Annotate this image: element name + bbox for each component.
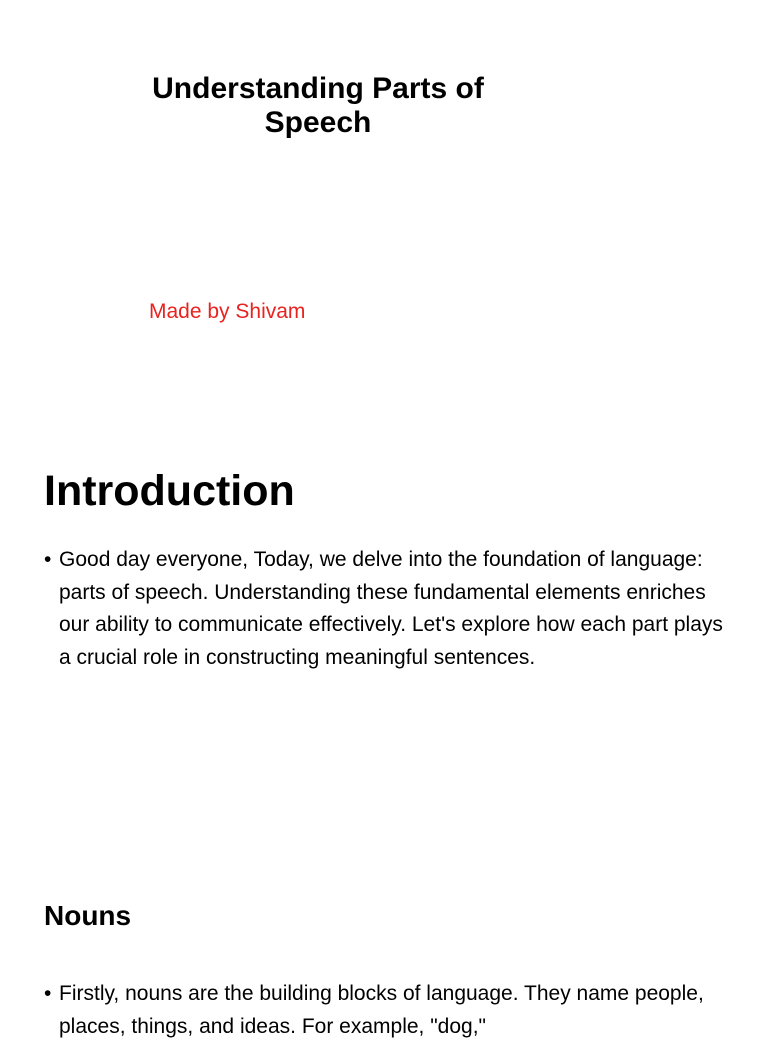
bullet-icon: • [44, 982, 52, 1005]
bullet-text: Good day everyone, Today, we delve into the foundation of language: parts of speech. Understanding these fundamental elements enriches our ability to communicate effectively. Let's explore how each part plays a crucial role in constructing meaningful sentences. [59, 548, 723, 669]
author-credit: Made by Shivam [149, 300, 306, 323]
bullet-icon: • [44, 548, 52, 571]
bullet-text: Firstly, nouns are the building blocks of language. They name people, places, things, and ideas. For example, "dog," [59, 982, 704, 1038]
list-item [44, 978, 724, 1043]
section-heading-introduction: Introduction [44, 467, 295, 515]
list-item [44, 544, 724, 674]
section-heading-nouns: Nouns [44, 900, 132, 931]
introduction-bullet-list [44, 544, 724, 674]
nouns-bullet-list [44, 978, 724, 1043]
document-title: Understanding Parts of Speech [152, 72, 484, 139]
